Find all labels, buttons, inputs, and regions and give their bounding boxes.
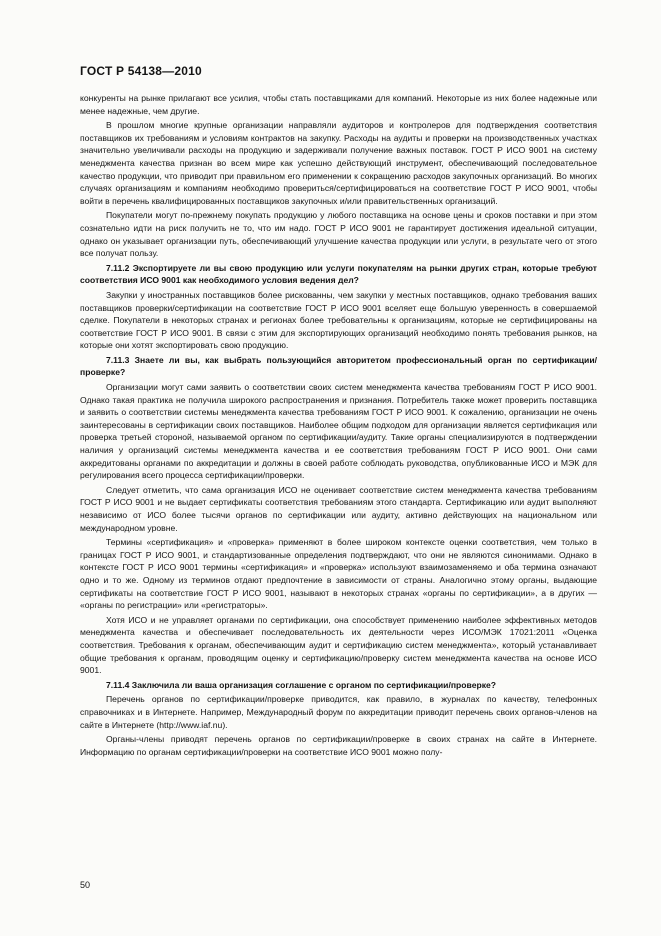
section-heading-7-11-4: 7.11.4 Заключила ли ваша организация соглашение с органом по сертификации/проверке? — [106, 679, 497, 690]
paragraph-body-lists: Перечень органов по сертификации/проверке приводится, как правило, в журналах по качеству, телефонных справочниках и в Интернете. Например, Международный форум по аккредитации приводит перечень своих органов-членов на сайте в Интернете (http://www.iaf.nu). — [80, 694, 597, 730]
paragraph-buyers: Покупатели могут по-прежнему покупать продукцию у любого поставщика на основе цены и сроков поставки и при этом сознательно идти на риск получить не то, что им надо. ГОСТ Р ИСО 9001 не гарантирует достижения идеальной ситуации, однако он указывает организации путь, обеспечивающий улучшение качества продукции или услуги, в результате чего от этого все получат пользу. — [80, 210, 597, 259]
section-heading-7-11-3: 7.11.3 Знаете ли вы, как выбрать пользующийся авторитетом профессиональный орган по сертификации/проверке? — [80, 354, 597, 378]
document-header: ГОСТ Р 54138—2010 — [80, 64, 202, 78]
paragraph-iso-role: Следует отметить, что сама организация ИСО не оценивает соответствие систем менеджмента качества требованиям ГОСТ Р ИСО 9001 и не выдает сертификаты соответствия требованиям этого стандарта. Сертификацию или аудит выполняют независимо от ИСО более тысячи органов по сертификации или аудиту, активно действующих на национальном или международном уровне. — [80, 484, 597, 533]
paragraph-iso-iec-17021: Хотя ИСО и не управляет органами по сертификации, она способствует применению наиболее эффективных методов менеджмента качества и обеспечивает последовательность их деятельности через ИСО/МЭК 17021:2011 «Оценка соответствия. Требования к органам, обеспечивающим аудит и сертификацию систем менеджмента», который устанавливает общие требования к органам, проводящим оценку и сертификацию/проверку систем менеджмента качества на основе ИСО 9001. — [80, 614, 597, 676]
page-number: 50 — [80, 880, 91, 890]
paragraph-audit-history: В прошлом многие крупные организации направляли аудиторов и контролеров для подтверждения соответствия поставщиков их требованиям и условиям контрактов на закупку. Расходы на аудиты и проверки на производственных участках значительно увеличивали расходы на продукцию и задерживали получение важных поставок. ГОСТ Р ИСО 9001 на систему менеджмента качества признан во всем мире как успешно действующий инструмент, обеспечивающий последовательное качество продукции, что приводит при правильном его применении к сокращению расходов закупочных организаций. Во многих случаях организациям и компаниям необходимо провериться/сертифицироваться на соответствие ГОСТ Р ИСО 9001, чтобы войти в перечень квалифицированных поставщиков закупочных и/или правительственных организаций. — [80, 120, 597, 206]
paragraph-terminology: Термины «сертификация» и «проверка» применяют в более широком контексте оценки соответствия, чем только в границах ГОСТ Р ИСО 9001, и стандартизованные определения подтверждают, что они не являются синонимами. Однако в контексте ГОСТ Р ИСО 9001 термины «сертификация» и «проверка» используют взаимозаменяемо и оба термина означают одно и то же. Одному из терминов отдают предпочтение в зависимости от страны. Аналогично этому органы, выдающие сертификаты на соответствие ГОСТ Р ИСО 9001, называют в некоторых странах «органы по сертификации», а в других — «органы по регистрации» или «регистраторы». — [80, 537, 597, 611]
paragraph-member-bodies: Органы-члены приводят перечень органов по сертификации/проверке в своих странах на сайте в Интернете. Информацию по органам сертификации/проверки на соответствие ИСО 9001 можно полу- — [80, 734, 597, 757]
paragraph-foreign-suppliers: Закупки у иностранных поставщиков более рискованны, чем закупки у местных поставщиков, однако требования ваших поставщиков проверки/сертификации на соответствие ГОСТ Р ИСО 9001 вселяет еще большую уверенность в совершаемой сделке. Покупатели в некоторых странах и регионах более требовательны к организациям, которые не сертифицированы на соответствие ГОСТ Р ИСО 9001. В связи с этим для экспортирующих организаций необходимо понять требования рынков, на которые они хотят экспортировать свою продукцию. — [80, 289, 597, 351]
section-heading-7-11-2: 7.11.2 Экспортируете ли вы свою продукцию или услуги покупателям на рынки других стран, которые требуют соответствия ИСО 9001 как необходимого условия ведения дел? — [80, 262, 597, 286]
paragraph-self-declaration: Организации могут сами заявить о соответствии своих систем менеджмента качества требованиям ГОСТ Р ИСО 9001. Однако такая практика не получила широкого распространения и признания. Потребитель также может проверить поставщика и заявить о соответствии системы менеджмента качества требованиям ГОСТ Р ИСО 9001. К сожалению, организации не очень заинтересованы в сертификации своих поставщиков. Наиболее общим подходом для организации является сертификация или проверка третьей стороной, называемой органом по сертификации/аудиту. Такие органы специализируются в подтверждении наличия у организаций системы менеджмента качества и ее соответствия требованиям ГОСТ Р ИСО 9001. Они сами аккредитованы органами по аккредитации и должны в своей работе соблюдать руководства, опубликованные ИСО и МЭК для регулирования всего процесса сертификации/проверки. — [80, 382, 597, 481]
document-body — [80, 92, 597, 760]
paragraph-continuation: конкуренты на рынке прилагают все усилия, чтобы стать поставщиками для компаний. Некоторые из них более надежные или менее надежные, чем другие. — [80, 93, 597, 116]
